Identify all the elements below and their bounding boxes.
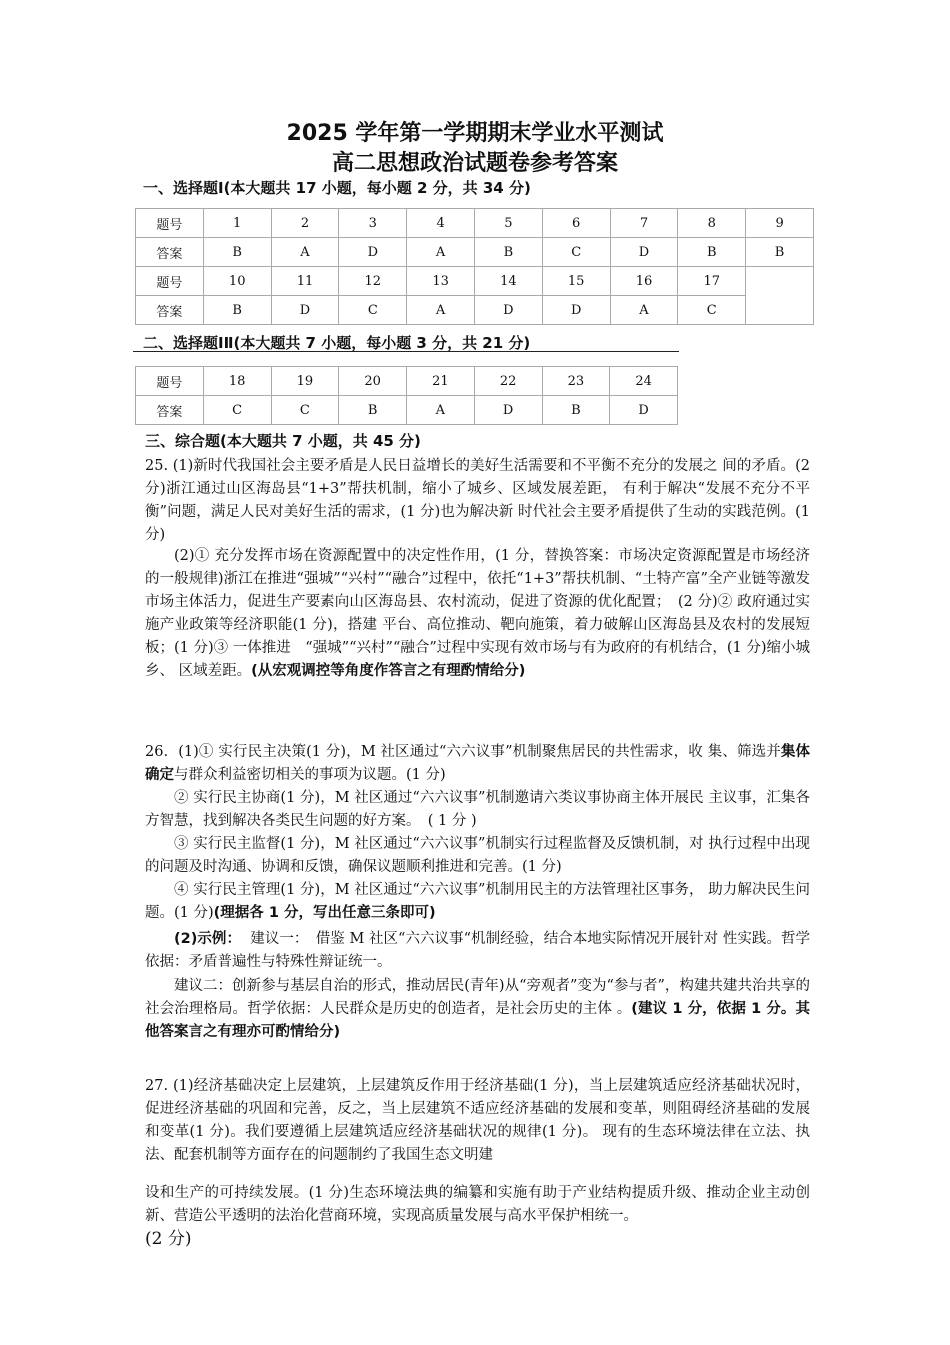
table-cell: 16	[610, 267, 678, 296]
q25-part2-note: (从宏观调控等角度作答言之有理酌情给分)	[251, 663, 526, 679]
table-cell: C	[678, 296, 746, 325]
q26-part6-note: (建议 1 分，依据 1 分。其他答案言之有理亦可酌情给分)	[145, 1001, 811, 1040]
table-cell: B	[203, 296, 271, 325]
row-label: 题号	[136, 267, 204, 296]
table-cell: 10	[203, 267, 271, 296]
q26-part5	[145, 928, 810, 974]
table-cell: 24	[610, 367, 678, 396]
q26-part1-text-a: 26．(1)① 实行民主决策(1 分)，M 社区通过“六六议事”机制聚焦居民的共性需求，收 集、筛选并	[145, 744, 781, 760]
q26-part4-note: (理据各 1 分，写出任意三条即可)	[213, 905, 436, 921]
table-cell: D	[610, 396, 678, 425]
row-label: 题号	[136, 209, 204, 238]
table-row	[136, 238, 814, 267]
q25-part2	[145, 545, 810, 683]
section-2-heading: 二、选择题ⅠⅡ(本大题共 7 小题，每小题 3 分，共 21 分)	[143, 334, 531, 352]
table-cell: 13	[407, 267, 475, 296]
table-cell: A	[610, 296, 678, 325]
table-cell: 8	[678, 209, 746, 238]
table-cell: 6	[542, 209, 610, 238]
q26-part2: ② 实行民主协商(1 分)，M 社区通过“六六议事”机制邀请六类议事协商主体开展民 主议事，汇集各方智慧，找到解决各类民生问题的好方案。 ( 1 分 )	[145, 790, 810, 829]
table-cell: D	[271, 296, 339, 325]
q27-part2: 设和生产的可持续发展。(1 分)生态环境法典的编纂和实施有助于产业结构提质升级、推动企业主动创新、营造公平透明的法治化营商环境，实现高质量发展与高水平保护相统一。	[145, 1185, 810, 1224]
table-cell: 12	[339, 267, 407, 296]
section-1-heading: 一、选择题Ⅰ(本大题共 17 小题，每小题 2 分，共 34 分)	[143, 179, 531, 197]
table-cell: 21	[407, 367, 475, 396]
table-cell: B	[339, 396, 407, 425]
table-cell: C	[203, 396, 271, 425]
title-line-1: 2025 学年第一学期期末学业水平测试	[286, 121, 664, 146]
table-cell: 3	[339, 209, 407, 238]
table-cell: D	[542, 296, 610, 325]
table-cell: 5	[474, 209, 542, 238]
q26-part6-text: 建议二：创新参与基层自治的形式，推动居民(青年)从“旁观者”变为“参与者”，构建共建共治共享的社会治理格局。哲学依据：人民群众是历史的创造者，是社会历史的主体 。	[145, 978, 810, 1017]
table-cell: B	[542, 396, 610, 425]
table-row	[136, 396, 678, 425]
table-cell: 7	[610, 209, 678, 238]
table-cell: 15	[542, 267, 610, 296]
section-2-underline	[133, 351, 679, 352]
table-cell: B	[746, 238, 814, 267]
table-cell: 14	[474, 267, 542, 296]
q26-part3: ③ 实行民主监督(1 分)，M 社区通过“六六议事”机制实行过程监督及反馈机制，对 执行过程中出现的问题及时沟通、协调和反馈，确保议题顺利推进和完善。(1 分)	[145, 836, 810, 875]
answer-table-2	[135, 366, 678, 425]
q26-part1-text-b: 与群众利益密切相关的事项为议题。(1 分)	[174, 767, 446, 783]
q26-part4	[145, 879, 810, 925]
table-cell: 22	[474, 367, 542, 396]
table-row	[136, 296, 814, 325]
q25-part2-text: (2)① 充分发挥市场在资源配置中的决定性作用，(1 分，替换答案：市场决定资源配置是市场经济的一般规律)浙江在推进“强城”“兴村”“融合”过程中，依托“1+3”帮扶机制、“土特产富”全产业链等激发市场主体活力，促进生产要素向山区海岛县、农村流动，促进了资源的优化配置； (2 分)② 政府通过实施产业政策等经济职能(1 分)，搭建 平台、高位推动、靶向施策，着力破解山区海岛县及农村的发展短板；(1 分)③ 一体推进 “强城”“兴村”“融合”过程中实现有效市场与有为政府的有机结合，(1 分)缩小城乡、 区域差距。	[145, 548, 810, 679]
title-line-2: 高二思想政治试题卷参考答案	[331, 151, 618, 176]
table-cell: 19	[271, 367, 339, 396]
q26-part4-text: ④ 实行民主管理(1 分)，M 社区通过“六六议事”机制用民主的方法管理社区事务， 助力解决民生问题。(1 分)	[145, 882, 810, 921]
q25-part1: 25. (1)新时代我国社会主要矛盾是人民日益增长的美好生活需要和不平衡不充分的发展之 间的矛盾。(2 分)浙江通过山区海岛县“1+3”帮扶机制，缩小了城乡、区域发展差距， 有利于解决“发展不充分不平衡”问题，满足人民对美好生活的需求，(1 分)也为解决新 时代社会主要矛盾提供了生动的实践范例。(1 分)	[145, 458, 810, 543]
table-cell: 20	[339, 367, 407, 396]
table-cell: C	[271, 396, 339, 425]
row-label: 答案	[136, 238, 204, 267]
row-label: 答案	[136, 296, 204, 325]
table-cell: D	[610, 238, 678, 267]
table-cell: 23	[542, 367, 610, 396]
table-cell: D	[474, 296, 542, 325]
table-cell: 18	[203, 367, 271, 396]
q26-part5-text: 建议一： 借鉴 M 社区“六六议事“机制经验，结合本地实际情况开展针对 性实践。哲学依据：矛盾普遍性与特殊性辩证统一。	[145, 931, 811, 970]
table-cell: A	[407, 296, 475, 325]
q27-part1: 27. (1)经济基础决定上层建筑，上层建筑反作用于经济基础(1 分)，当上层建筑适应经济基础状况时，促进经济基础的巩固和完善，反之，当上层建筑不适应经济基础的发展和变革，则阻碍经济基础的发展和变革(1 分)。我们要遵循上层建筑适应经济基础状况的规律(1 分)。 现有的生态环境法律在立法、执法、配套机制等方面存在的问题制约了我国生态文明建	[145, 1078, 810, 1163]
table-cell: A	[407, 238, 475, 267]
q26-part6	[145, 975, 810, 1044]
table-cell: B	[474, 238, 542, 267]
row-label: 答案	[136, 396, 204, 425]
table-cell: A	[407, 396, 475, 425]
table-cell: 1	[203, 209, 271, 238]
table-cell: C	[339, 296, 407, 325]
section-3-heading: 三、综合题(本大题共 7 小题，共 45 分)	[145, 432, 421, 450]
table-cell: 4	[407, 209, 475, 238]
table-cell: 11	[271, 267, 339, 296]
table-cell: 17	[678, 267, 746, 296]
table-row	[136, 267, 814, 296]
q26-part1	[145, 741, 810, 787]
table-cell: B	[678, 238, 746, 267]
table-cell: 2	[271, 209, 339, 238]
table-cell: C	[542, 238, 610, 267]
q26-part1-bold: 集体确定	[145, 744, 810, 783]
answer-table-1	[135, 208, 814, 325]
table-cell-empty	[746, 267, 814, 325]
table-cell: D	[474, 396, 542, 425]
q26-example-label: (2)示例：	[174, 931, 241, 947]
table-cell: A	[271, 238, 339, 267]
row-label: 题号	[136, 367, 204, 396]
q27-part3: (2 分)	[145, 1229, 192, 1249]
table-cell: D	[339, 238, 407, 267]
table-cell: B	[203, 238, 271, 267]
table-row	[136, 367, 678, 396]
table-row	[136, 209, 814, 238]
table-cell: 9	[746, 209, 814, 238]
